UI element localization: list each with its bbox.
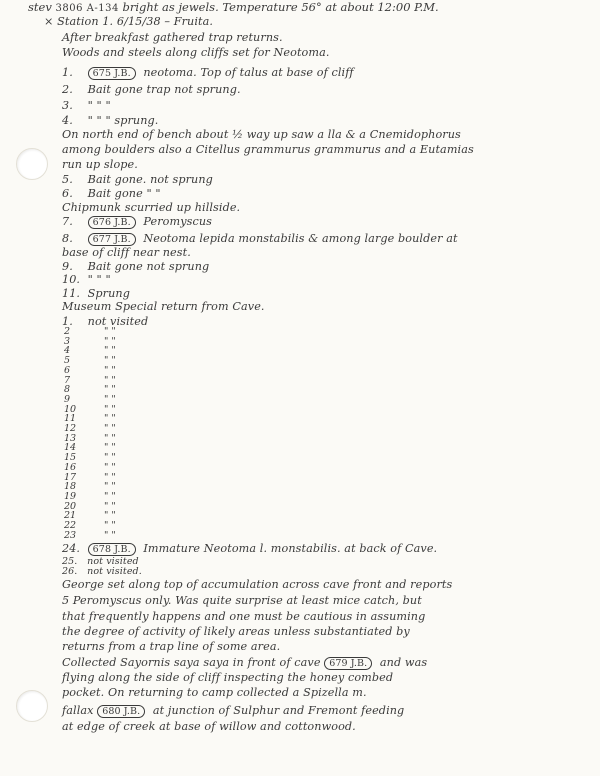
entry-number: 9. [62,260,73,273]
ditto-mark: " " [104,423,116,435]
ditto-mark: " " [104,520,116,532]
ditto-mark: " " [104,452,116,464]
closing-note: flying along the side of cliff inspecting the honey combed [62,671,394,684]
ditto-mark: " " [104,393,116,405]
entry-number: 25. [62,556,78,567]
specimen-tag: 677 J.B. [88,233,136,246]
ditto-mark: " " [104,355,116,367]
entry-number: 10. [62,273,81,286]
field-note: among boulders also a Citellus grammurus grammurus and a Eutamias [62,143,474,156]
trap-entry [62,114,158,128]
trap-entry [62,542,437,556]
ditto-mark: " " [104,413,116,425]
closing-note [62,656,427,670]
page-header [28,0,439,14]
entry-text: Immature Neotoma l. monstabilis. at back of Cave. [143,542,438,555]
station-line [44,15,213,29]
entry-text: not visited [87,556,139,567]
closing-text: Collected Sayornis saya saya in front of cave [62,656,321,669]
field-note: base of cliff near nest. [62,246,191,259]
visit-number-column [64,327,76,540]
entry-number: 1. [62,315,73,328]
trap-entry [62,173,213,187]
ditto-mark: " " [104,432,116,444]
visit-entry [62,566,142,577]
entry-text: Bait gone. not sprung [87,173,213,186]
ditto-mark: " " [104,384,116,396]
entry-number: 4. [62,114,73,127]
entry-number: 3. [62,99,73,112]
entry-number: 5. [62,173,73,186]
ditto-mark: " " [104,326,116,337]
visit-number: 17 [64,471,77,483]
visit-number: 3 [64,335,71,347]
entry-text: not visited [87,315,149,328]
closing-note: 5 Peromyscus only. Was quite surprise at least mice catch, but [62,594,422,607]
closing-note: pocket. On returning to camp collected a Spizella m. [62,686,367,699]
entry-text: Bait gone not sprung [87,260,210,273]
final-line [62,704,404,718]
trap-entry [62,287,130,301]
ditto-mark: " " [104,510,116,522]
ditto-mark: " " [104,403,116,415]
ditto-mark: " " [104,374,116,386]
specimen-tag: 679 J.B. [324,657,372,670]
ditto-mark: " " [104,529,116,541]
ditto-mark: " " [104,461,116,473]
station-mark: × [44,15,54,28]
specimen-tag: 680 J.B. [97,705,145,718]
punch-hole-top [16,148,48,180]
visit-number: 18 [64,481,77,493]
closing-note: that frequently happens and one must be cautious in assuming [62,610,426,623]
final-text: fallax [62,704,94,717]
entry-text: Bait gone trap not sprung. [87,83,241,96]
visit-number: 14 [64,442,77,454]
specimen-tag: 676 J.B. [88,216,136,229]
visit-number: 19 [64,490,77,502]
visit-number: 8 [64,384,71,396]
trap-entry [62,99,111,113]
entry-text: Bait gone " " [87,187,161,200]
final-text: at junction of Sulphur and Fremont feeding [152,704,405,717]
visit-number: 13 [64,432,77,444]
entry-text: " " " [87,99,111,112]
closing-note: returns from a trap line of some area. [62,640,281,653]
ditto-column [104,327,116,540]
specimen-tag: 675 J.B. [88,67,136,80]
visit-number: 23 [64,529,77,541]
visit-number: 9 [64,393,71,405]
entry-number: 26. [62,566,78,577]
entry-number: 1. [62,66,73,79]
closing-note: George set along top of accumulation across cave front and reports [62,578,453,591]
ditto-mark: " " [104,481,116,493]
visit-number: 22 [64,520,77,532]
visit-number: 15 [64,452,77,464]
intro-line: After breakfast gathered trap returns. [62,31,283,44]
trap-entry [62,232,458,246]
trap-entry [62,66,354,80]
entry-number: 2. [62,83,73,96]
field-note: run up slope. [62,158,138,171]
header-prefix: stev [28,0,52,14]
header-text: bright as jewels. Temperature 56° at about 12:00 P.M. [118,0,439,14]
visit-number: 4 [64,345,71,357]
ditto-mark: " " [104,471,116,483]
ditto-mark: " " [104,335,116,347]
entry-number: 8. [62,232,73,245]
trap-entry [62,215,212,229]
entry-number: 7. [62,215,73,228]
entry-text: " " " [87,273,111,286]
visit-number: 2 [64,326,71,337]
visit-number: 7 [64,374,71,386]
entry-text: neotoma. Top of talus at base of cliff [143,66,354,79]
entry-text: Peromyscus [143,215,212,228]
museum-note: Museum Special return from Cave. [62,300,265,313]
station-text: Station 1. 6/15/38 – Fruita. [57,15,214,28]
intro-line: Woods and steels along cliffs set for Neotoma. [62,46,330,59]
visit-number: 5 [64,355,71,367]
ditto-mark: " " [104,500,116,512]
visit-number: 10 [64,403,77,415]
trap-entry [62,187,161,201]
trap-entry [62,273,111,287]
visit-number: 12 [64,423,77,435]
trap-entry [62,260,209,274]
trap-entry [62,83,241,97]
final-line: at edge of creek at base of willow and cottonwood. [62,720,356,733]
ditto-mark: " " [104,364,116,376]
visit-number: 21 [64,510,77,522]
closing-note: the degree of activity of likely areas unless substantiated by [62,625,410,638]
entry-text: Sprung [87,287,131,300]
ditto-mark: " " [104,490,116,502]
entry-text: not visited. [87,566,142,577]
visit-number: 6 [64,364,71,376]
ditto-mark: " " [104,442,116,454]
entry-number: 6. [62,187,73,200]
field-note: Chipmunk scurried up hillside. [62,201,241,214]
entry-number: 24. [62,542,81,555]
visit-number: 16 [64,461,77,473]
ditto-mark: " " [104,345,116,357]
visit-number: 11 [64,413,77,425]
entry-text: " " " sprung. [87,114,159,127]
catalog-id: 3806 A-134 [55,3,119,14]
entry-text: Neotoma lepida monstabilis & among large boulder at [143,232,458,245]
specimen-tag: 678 J.B. [88,543,136,556]
visit-number: 20 [64,500,77,512]
punch-hole-bottom [16,690,48,722]
closing-text: and was [379,656,428,669]
field-note: On north end of bench about ½ way up saw a lla & a Cnemidophorus [62,128,461,141]
entry-number: 11. [62,287,81,300]
